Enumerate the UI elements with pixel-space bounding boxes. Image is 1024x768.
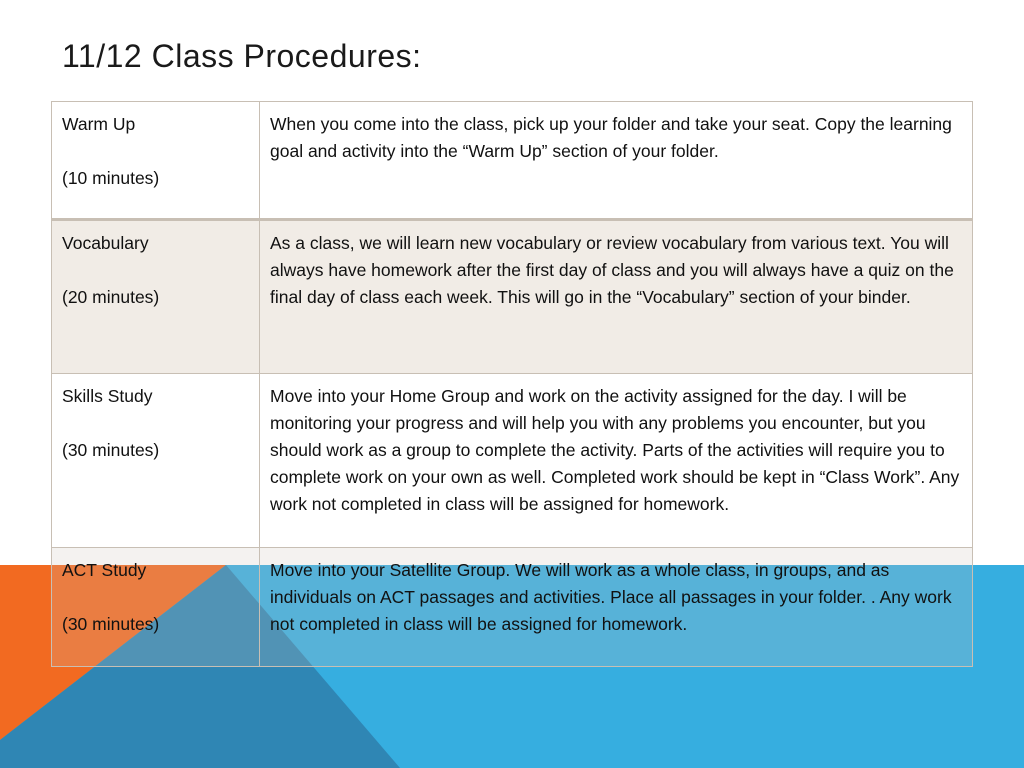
activity-description: When you come into the class, pick up your folder and take your seat. Copy the learning goal and activity into the “Warm Up” section of your folder. [260, 102, 973, 220]
activity-name: Skills Study [62, 386, 153, 406]
activity-name: Vocabulary [62, 233, 149, 253]
activity-label-cell [52, 102, 260, 220]
activity-duration: (30 minutes) [62, 440, 160, 460]
activity-description: As a class, we will learn new vocabulary or review vocabulary from various text. You will always have homework after the first day of class and you will always have a quiz on the final day of class each week. This will go in the “Vocabulary” section of your binder. [260, 220, 973, 374]
activity-duration: (20 minutes) [62, 287, 160, 307]
table-row [52, 374, 973, 548]
activity-description: Move into your Satellite Group. We will work as a whole class, in groups, and as individuals on ACT passages and activities. Place all passages in your folder. . Any work not completed in class will be assigned for homework. [260, 548, 973, 667]
activity-label-cell [52, 220, 260, 374]
procedures-table [51, 101, 973, 667]
activity-duration: (30 minutes) [62, 614, 160, 634]
activity-label-cell [52, 374, 260, 548]
table-row [52, 220, 973, 374]
activity-name: Warm Up [62, 114, 136, 134]
activity-description: Move into your Home Group and work on the activity assigned for the day. I will be monitoring your progress and will help you with any problems you encounter, but you should work as a group to complete the activity. Parts of the activities will require you to complete work on your own as well. Completed work should be kept in “Class Work”. Any work not completed in class will be assigned for homework. [260, 374, 973, 548]
table-row [52, 548, 973, 667]
table-row [52, 102, 973, 220]
activity-label-cell [52, 548, 260, 667]
activity-name: ACT Study [62, 560, 147, 580]
slide-title: 11/12 Class Procedures: [62, 38, 422, 74]
activity-duration: (10 minutes) [62, 168, 160, 188]
